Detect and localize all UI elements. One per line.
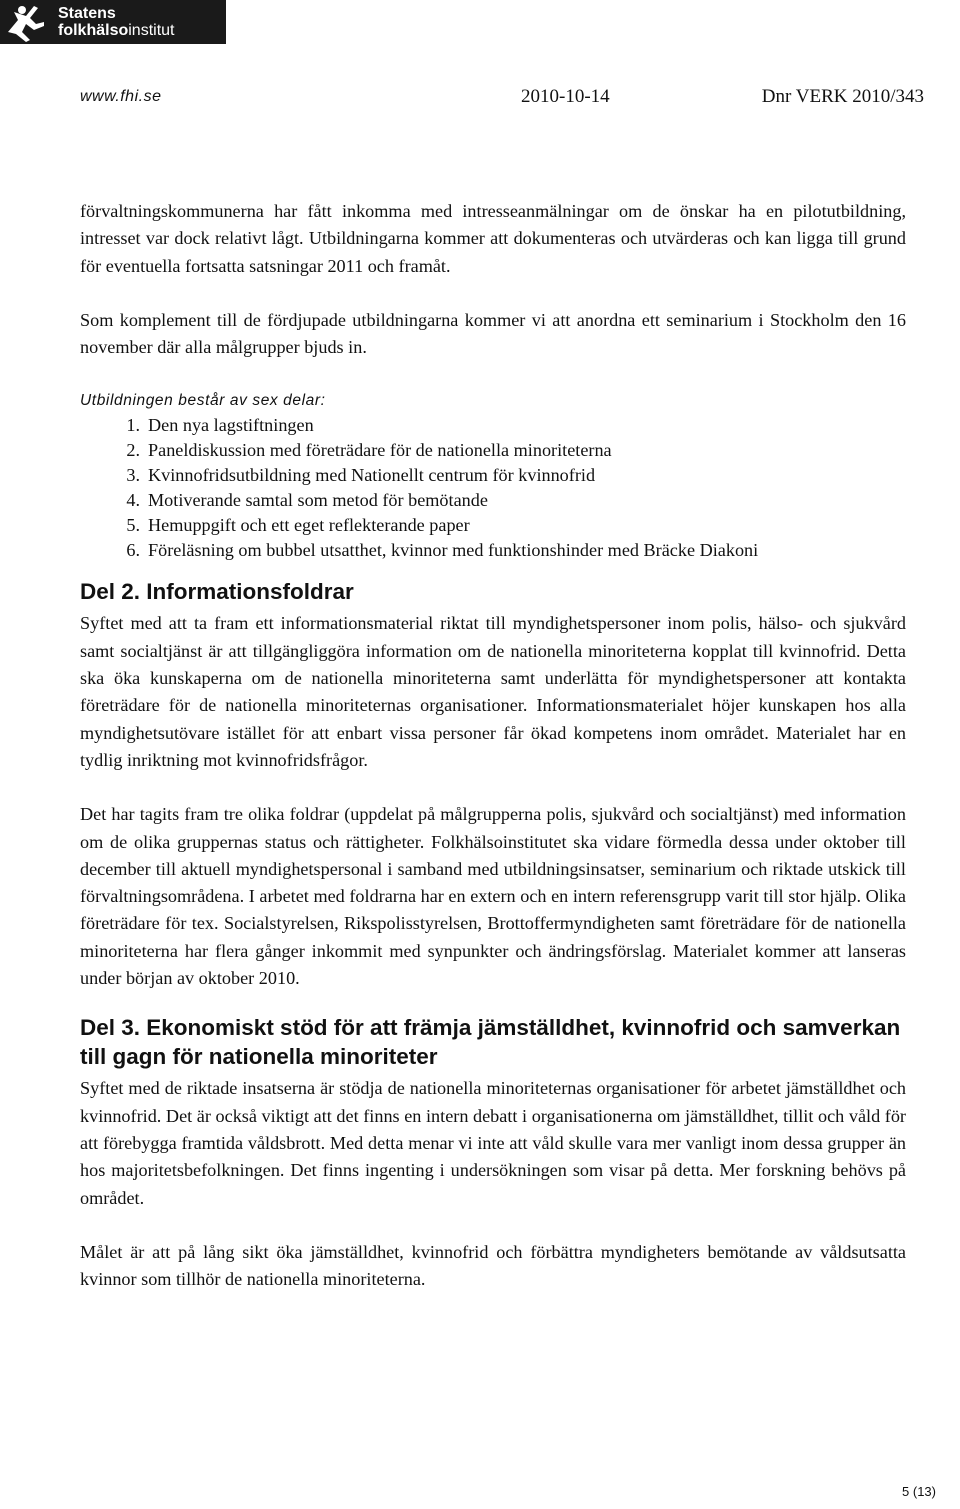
logo-line1: Statens bbox=[58, 5, 116, 22]
list-item-number: 1. bbox=[126, 415, 140, 436]
list-item-text: Kvinnofridsutbildning med Nationellt centrum för kvinnofrid bbox=[148, 465, 596, 486]
logo-line2-bold: folkhälso bbox=[58, 22, 129, 39]
paragraph-seminar: Som komplement till de fördjupade utbildningarna kommer vi att anordna ett seminarium i Stockholm den 16 november där alla målgrupper bjuds in. bbox=[80, 309, 906, 358]
list-item bbox=[80, 413, 906, 438]
list-item-number: 3. bbox=[126, 465, 140, 486]
page-number: 5 (13) bbox=[902, 1484, 936, 1499]
list-item bbox=[80, 438, 906, 463]
header-date: 2010-10-14 bbox=[521, 86, 610, 107]
logo-line2 bbox=[58, 22, 174, 39]
list-item-number: 2. bbox=[126, 440, 140, 461]
paragraph-intro: förvaltningskommunerna har fått inkomma med intresseanmälningar om de önskar ha en pilotutbildning, intresset var dock relativt lågt. Utbildningarna kommer att dokumenteras och utvärderas och kan ligga till grund för eventuella fortsatta satsningar 2011 och framåt. bbox=[80, 201, 906, 276]
list-item bbox=[80, 513, 906, 538]
list-item bbox=[80, 488, 906, 513]
document-body bbox=[80, 198, 906, 1293]
paragraph-del2-folders: Det har tagits fram tre olika foldrar (uppdelat på målgrupperna polis, sjukvård och socialtjänst) med information om de olika gruppernas status och rättigheter. Folkhälsoinstitutet ska vidare förmedla dessa under oktober till december till aktuell myndighetspersonal i samband med utbildningsinsatser, seminarium och riktade utskick till förvaltningsområdena. I arbetet med foldrarna har en extern och en intern referensgrupp varit till stor hjälp. Olika företrädare för tex. Socialstyrelsen, Rikspolisstyrelsen, Brottoffermyndigheten samt företrädare för de nationella minoriteterna har flera gånger inkommit med synpunkter och ändringsförslag. Materialet kommer att lanseras under början av oktober 2010. bbox=[80, 804, 906, 989]
parts-list bbox=[80, 413, 906, 563]
list-item-text: Paneldiskussion med företrädare för de nationella minoriteterna bbox=[148, 440, 612, 461]
header-url[interactable]: www.fhi.se bbox=[80, 88, 162, 105]
list-item-text: Föreläsning om bubbel utsatthet, kvinnor med funktionshinder med Bräcke Diakoni bbox=[148, 540, 759, 561]
fhi-logo bbox=[0, 0, 226, 44]
paragraph-del3-goal: Målet är att på lång sikt öka jämställdhet, kvinnofrid och förbättra myndigheters bemötande av våldsutsatta kvinnor som tillhör de nationella minoriteterna. bbox=[80, 1241, 906, 1290]
list-item-text: Motiverande samtal som metod för bemötande bbox=[148, 490, 488, 511]
logo-wordmark bbox=[58, 5, 174, 39]
paragraph-del2-purpose: Syftet med att ta fram ett informationsmaterial riktat till myndighetspersoner inom polis, hälso- och sjukvård samt socialtjänst är att tillgängliggöra information om de nationella minoriteterna kopplat till kvinnofrid. Detta ska öka kunskaperna om de nationella minoriteterna samt underlätta för myndighetspersoner att kontakta företrädare för de nationella minoriteternas organisationer. Informationsmaterialet höjer kunskapen hos alla myndighetsutövare istället för att enbart vissa personer får ökad kompetens inom området. Materialet har en tydlig inriktning mot kvinnofridsfrågor. bbox=[80, 613, 906, 770]
section-heading-del2: Del 2. Informationsfoldrar bbox=[80, 579, 354, 605]
list-item-text: Den nya lagstiftningen bbox=[148, 415, 314, 436]
running-figure-icon bbox=[4, 2, 48, 42]
list-item-number: 4. bbox=[126, 490, 140, 511]
list-item-number: 5. bbox=[126, 515, 140, 536]
parts-label: Utbildningen består av sex delar: bbox=[80, 392, 326, 410]
paragraph-del3-purpose: Syftet med de riktade insatserna är stödja de nationella minoriteternas organisationer för arbetet jämställdhet och kvinnofrid. Det är också viktigt att det finns en intern debatt i organisationerna om jämställdhet, tillit och våld för att förebygga framtida våldsbrott. Med detta menar vi inte att våld skulle vara mer vanligt inom dessa grupper än hos majoritetsbefolkningen. Det finns ingenting i undersökningen som visar på detta. Mer forskning behövs på området. bbox=[80, 1078, 906, 1208]
list-item bbox=[80, 538, 906, 563]
header-dnr: Dnr VERK 2010/343 bbox=[761, 86, 924, 107]
list-item-text: Hemuppgift och ett eget reflekterande paper bbox=[148, 515, 470, 536]
logo-line2-rest: institut bbox=[128, 22, 175, 39]
section-heading-del3: Del 3. Ekonomiskt stöd för att främja jämställdhet, kvinnofrid och samverkan till gagn för nationella minoriteter bbox=[80, 1015, 901, 1070]
list-item bbox=[80, 463, 906, 488]
list-item-number: 6. bbox=[126, 540, 140, 561]
document-header bbox=[80, 86, 924, 110]
